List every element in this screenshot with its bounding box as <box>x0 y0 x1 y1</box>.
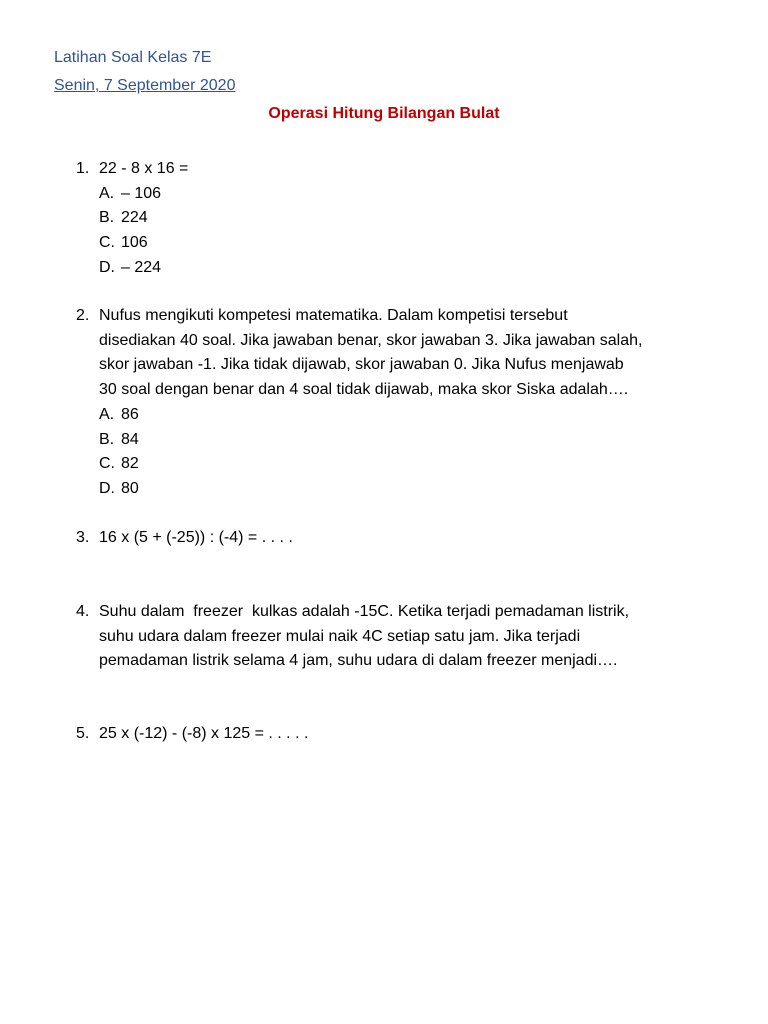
question-text-line: 16 x (5 + (-25)) : (-4) = . . . . <box>99 529 293 546</box>
question-3 <box>76 526 736 551</box>
option-letter: B. <box>99 209 115 227</box>
question-number: 5. <box>76 725 90 742</box>
option-text: 106 <box>121 234 148 252</box>
option-text: – 106 <box>121 184 162 202</box>
option-text: 80 <box>121 479 139 497</box>
question-text-line: suhu udara dalam freezer mulai naik 4C setiap satu jam. Jika terjadi <box>99 627 581 645</box>
question-body <box>99 157 736 281</box>
option-letter: D. <box>99 258 115 276</box>
question-body <box>99 722 736 747</box>
question-number: 4. <box>76 603 90 620</box>
question-text-line: 25 x (-12) - (-8) x 125 = . . . . . <box>99 725 309 742</box>
option-text: – 224 <box>121 258 162 276</box>
answer-option-a <box>99 403 736 428</box>
answer-option-a <box>99 182 736 207</box>
option-letter: A. <box>99 405 115 423</box>
worksheet-date: Senin, 7 September 2020 <box>54 77 236 94</box>
option-letter: C. <box>99 234 115 252</box>
question-text-line: pemadaman listrik selama 4 jam, suhu udara di dalam freezer menjadi…. <box>99 652 618 670</box>
question-text-line: 22 - 8 x 16 = <box>99 160 189 177</box>
question-4 <box>76 600 736 674</box>
question-text-line: skor jawaban -1. Jika tidak dijawab, skor jawaban 0. Jika Nufus menjawab <box>99 356 624 374</box>
option-letter: D. <box>99 479 115 497</box>
option-letter: C. <box>99 455 115 473</box>
answer-option-d <box>99 256 736 281</box>
answer-option-c <box>99 231 736 256</box>
option-letter: B. <box>99 430 115 448</box>
question-body <box>99 304 736 502</box>
question-text-line: 30 soal dengan benar dan 4 soal tidak dijawab, maka skor Siska adalah…. <box>99 381 629 399</box>
answer-option-d <box>99 477 736 502</box>
option-text: 84 <box>121 430 139 448</box>
worksheet-title: Latihan Soal Kelas 7E <box>54 49 212 66</box>
option-text: 224 <box>121 209 148 227</box>
question-body <box>99 526 736 551</box>
question-number: 1. <box>76 160 90 177</box>
question-text-line: Nufus mengikuti kompetesi matematika. Dalam kompetisi tersebut <box>99 307 568 324</box>
question-1 <box>76 157 736 281</box>
question-2 <box>76 304 736 502</box>
answer-option-b <box>99 428 736 453</box>
question-text-line: Suhu dalam freezer kulkas adalah -15C. Ketika terjadi pemadaman listrik, <box>99 603 630 620</box>
answer-option-c <box>99 452 736 477</box>
question-text-line: disediakan 40 soal. Jika jawaban benar, skor jawaban 3. Jika jawaban salah, <box>99 331 643 349</box>
question-number: 3. <box>76 529 90 546</box>
document-title: Operasi Hitung Bilangan Bulat <box>268 105 500 122</box>
option-text: 86 <box>121 405 139 423</box>
question-body <box>99 600 736 674</box>
option-text: 82 <box>121 455 139 473</box>
answer-option-b <box>99 206 736 231</box>
question-5 <box>76 722 736 747</box>
question-number: 2. <box>76 307 90 324</box>
option-letter: A. <box>99 184 115 202</box>
